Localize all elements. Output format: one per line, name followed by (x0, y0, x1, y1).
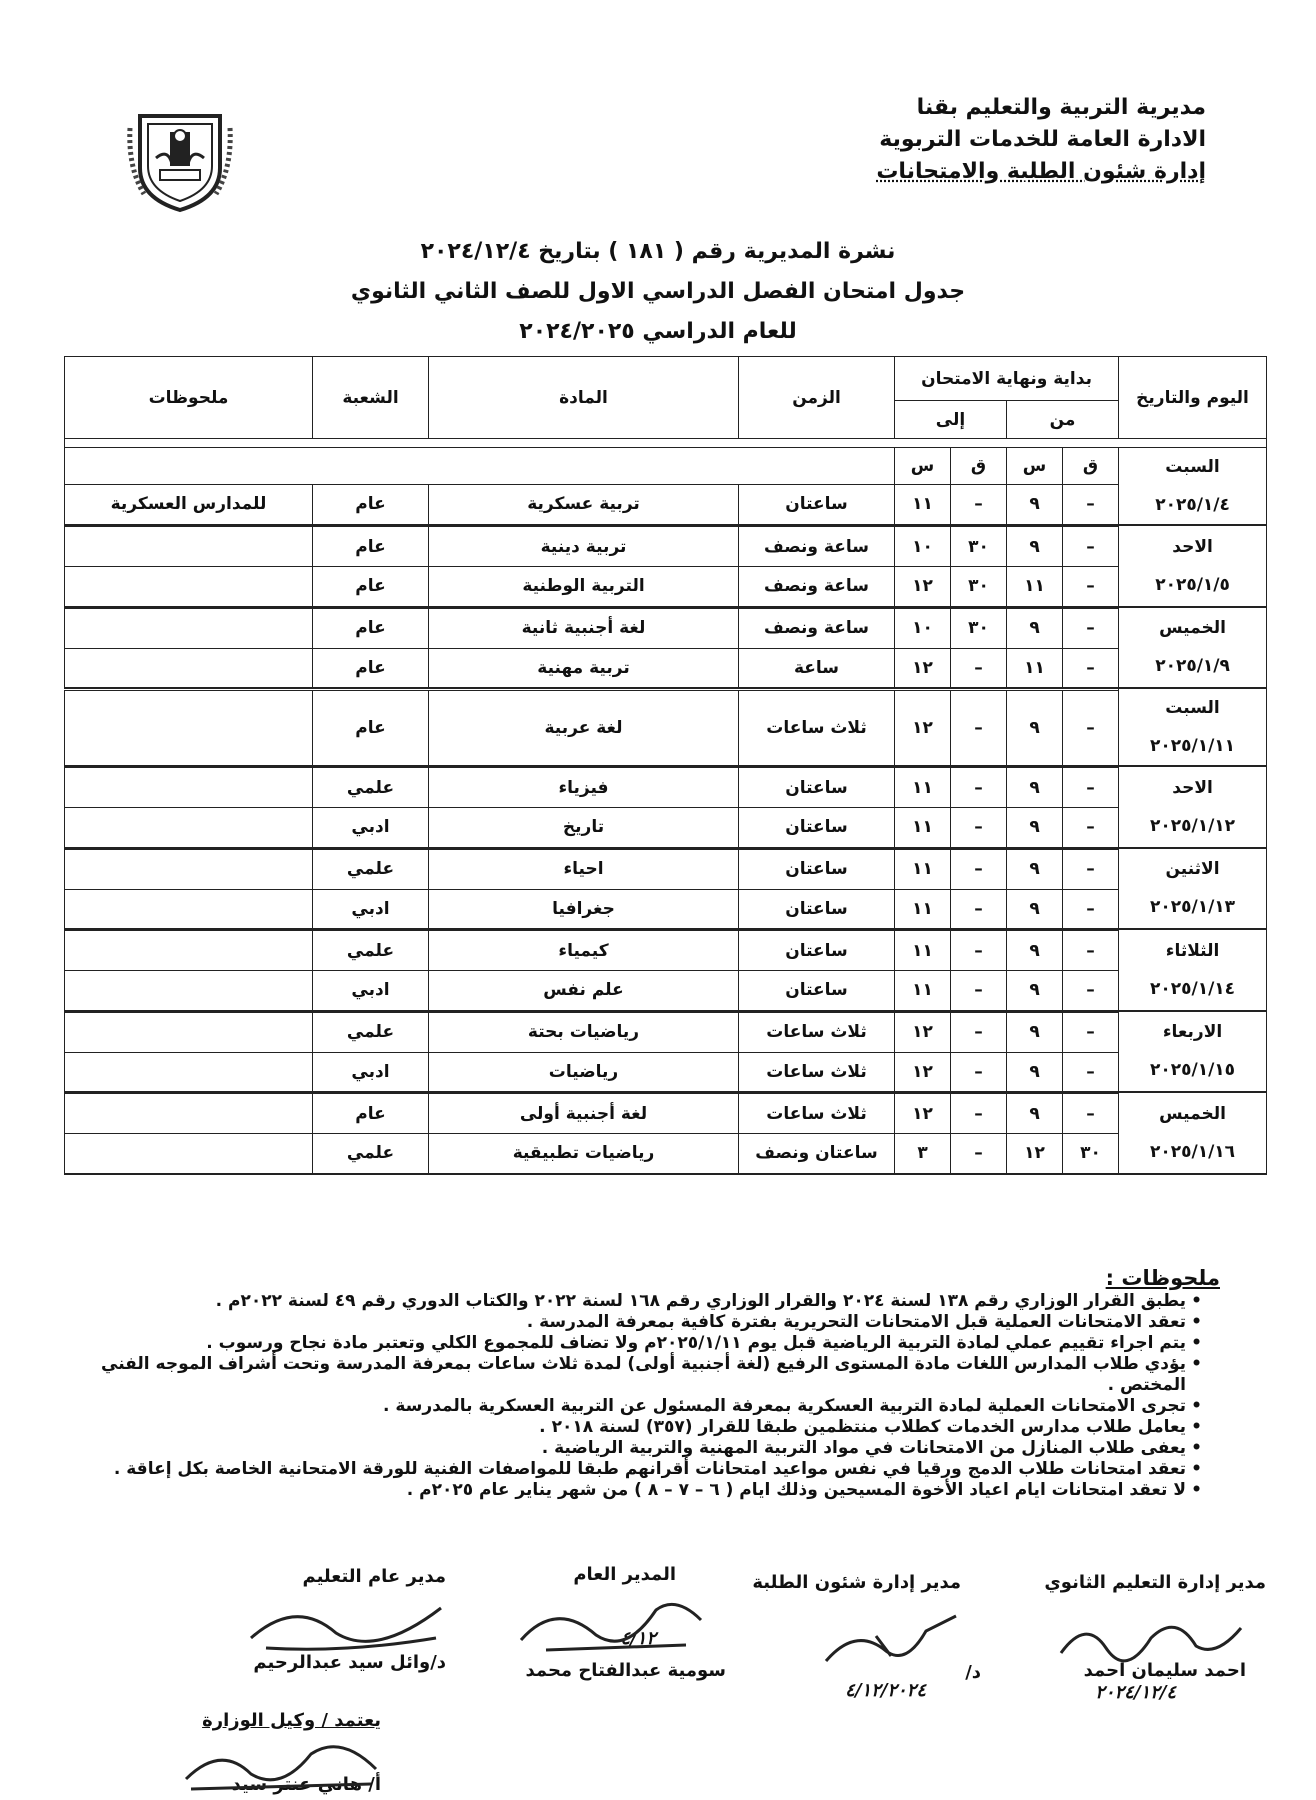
cell-duration: ثلاث ساعات (739, 1052, 895, 1092)
table-row (65, 1012, 1267, 1052)
cell-subject: التربية الوطنية (429, 567, 739, 607)
cell-from-h: ٩ (1007, 808, 1063, 848)
cell-division: عام (313, 691, 429, 766)
day-name: الاربعاء (1162, 1022, 1223, 1043)
header-notes: ملحوظات (65, 357, 313, 439)
cell-from-h: ٩ (1007, 608, 1063, 648)
exam-date: ٢٠٢٥/١/١٥ (1150, 1060, 1236, 1081)
exam-date: ٢٠٢٥/١/١٦ (1150, 1141, 1236, 1162)
cell-to-m: ٣٠ (951, 527, 1007, 567)
cell-duration: ساعتان (739, 484, 895, 525)
table-row (65, 931, 1267, 971)
cell-from-m: – (1063, 971, 1119, 1011)
day-name: الاحد (1172, 777, 1213, 798)
cell-subject: تربية مهنية (429, 648, 739, 688)
cell-note (65, 527, 313, 567)
header-subject: المادة (429, 357, 739, 439)
cell-from-h: ٩ (1007, 1052, 1063, 1092)
cell-division: عام (313, 608, 429, 648)
table-row (65, 484, 1267, 525)
education-director-signature-icon (246, 1598, 446, 1658)
day-date-cell (1119, 848, 1267, 930)
cell-to-m: – (951, 648, 1007, 688)
unit-label-minute: ق (1063, 448, 1119, 485)
cell-to-h: ٣ (895, 1134, 951, 1174)
cell-subject: رياضيات تطبيقية (429, 1134, 739, 1174)
cell-division: ادبي (313, 971, 429, 1011)
cell-to-h: ١٢ (895, 1052, 951, 1092)
handwritten-date-1: ٢٠٢٤/١٢/٤ (1095, 1682, 1176, 1703)
cell-subject: لغة أجنبية ثانية (429, 608, 739, 648)
sig-education-director-title: مدير عام التعليم (302, 1566, 446, 1587)
cell-division: عام (313, 484, 429, 525)
day-name: الثلاثاء (1165, 940, 1220, 961)
cell-note (65, 608, 313, 648)
notes-title: ملحوظات : (1105, 1266, 1220, 1290)
table-row (65, 808, 1267, 848)
cell-from-h: ١٢ (1007, 1134, 1063, 1174)
cell-note (65, 1012, 313, 1052)
sig-secondary-director-title: مدير إدارة التعليم الثانوي (1044, 1572, 1266, 1593)
cell-from-h: ١١ (1007, 648, 1063, 688)
cell-from-h: ٩ (1007, 484, 1063, 525)
cell-from-m: – (1063, 808, 1119, 848)
cell-duration: ساعة ونصف (739, 527, 895, 567)
cell-from-m: – (1063, 1094, 1119, 1134)
year-title: للعام الدراسي ٢٠٢٤/٢٠٢٥ (519, 319, 797, 344)
cell-note (65, 648, 313, 688)
exam-date: ٢٠٢٥/١/١١ (1150, 736, 1236, 756)
cell-note (65, 691, 313, 766)
cell-division: علمي (313, 1012, 429, 1052)
header-line-3: إدارة شئون الطلبة والامتحانات (876, 159, 1206, 184)
day-date-cell (1119, 688, 1267, 766)
cell-to-h: ١٢ (895, 567, 951, 607)
cell-duration: ساعتان (739, 971, 895, 1011)
cell-note (65, 567, 313, 607)
cell-to-m: – (951, 1094, 1007, 1134)
cell-division: علمي (313, 849, 429, 889)
note-item: • لا تعقد امتحانات ايام اعياد الأخوة المسيحين وذلك ايام ( ٦ – ٧ – ٨ ) من شهر يناير عام ٢٠٢٥م . (70, 1480, 1202, 1501)
day-date-cell (1119, 1092, 1267, 1174)
cell-duration: ساعة ونصف (739, 608, 895, 648)
day-date-cell (1119, 525, 1267, 607)
cell-from-m: – (1063, 931, 1119, 971)
cell-division: علمي (313, 768, 429, 808)
table-row (65, 527, 1267, 567)
cell-division: ادبي (313, 889, 429, 929)
table-row (65, 1094, 1267, 1134)
cell-division: ادبي (313, 1052, 429, 1092)
day-date-cell (1119, 448, 1267, 526)
cell-to-m: ٣٠ (951, 567, 1007, 607)
note-item: • يتم اجراء تقييم عملي لمادة التربية الرياضية قبل يوم ٢٠٢٥/١/١١م ولا تضاف للمجموع الكلي وتعتبر مادة نجاح ورسوب . (70, 1333, 1202, 1354)
cell-subject: رياضيات بحتة (429, 1012, 739, 1052)
cell-duration: ساعتان ونصف (739, 1134, 895, 1174)
sig-general-director-name: سومية عبدالفتاح محمد (525, 1660, 726, 1681)
cell-to-m: – (951, 1012, 1007, 1052)
schedule-body (65, 448, 1267, 1174)
exam-date: ٢٠٢٥/١/١٢ (1150, 815, 1236, 836)
cell-duration: ساعتان (739, 931, 895, 971)
note-item: • تعقد الامتحانات العملية قبل الامتحانات التحريرية بفترة كافية بمعرفة المدرسة . (70, 1312, 1202, 1333)
exam-date: ٢٠٢٥/١/٤ (1155, 495, 1230, 515)
cell-to-h: ١٢ (895, 691, 951, 766)
cell-division: عام (313, 567, 429, 607)
cell-note (65, 931, 313, 971)
sig-secondary-director-name: احمد سليمان احمد (1083, 1660, 1246, 1681)
secondary-director-signature-icon (1056, 1608, 1246, 1668)
handwritten-date-2: ٤/١٢/٢٠٢٤ (845, 1680, 926, 1701)
note-item: • تعقد امتحانات طلاب الدمج ورقيا في نفس مواعيد امتحانات أقرانهم طبقا للمواصفات الفنية للورقة الامتحانية الخاصة بكل إعاقة . (70, 1459, 1202, 1480)
cell-from-m: – (1063, 889, 1119, 929)
header-duration: الزمن (739, 357, 895, 439)
exam-date: ٢٠٢٥/١/١٤ (1150, 978, 1236, 999)
cell-to-h: ١١ (895, 849, 951, 889)
cell-duration: ساعة ونصف (739, 567, 895, 607)
cell-to-h: ١١ (895, 768, 951, 808)
cell-to-m: – (951, 484, 1007, 525)
unit-label-hour: س (895, 448, 951, 485)
cell-to-h: ١٢ (895, 1012, 951, 1052)
cell-subject: علم نفس (429, 971, 739, 1011)
day-name: الاثنين (1165, 859, 1220, 880)
note-item: • يعامل طلاب مدارس الخدمات كطلاب منتظمين طبقا للقرار (٣٥٧) لسنة ٢٠١٨ . (70, 1417, 1202, 1438)
cell-duration: ساعة (739, 648, 895, 688)
day-name: السبت (1165, 698, 1220, 718)
students-director-signature-icon (816, 1606, 966, 1676)
unit-label-hour: س (1007, 448, 1063, 485)
table-row (65, 768, 1267, 808)
cell-to-h: ١٢ (895, 1094, 951, 1134)
cell-from-h: ٩ (1007, 889, 1063, 929)
cell-from-m: – (1063, 484, 1119, 525)
cell-subject: تربية دينية (429, 527, 739, 567)
notes-list (70, 1291, 1220, 1501)
ministry-seal-icon (120, 98, 240, 218)
cell-to-h: ١٠ (895, 608, 951, 648)
cell-from-h: ٩ (1007, 931, 1063, 971)
cell-duration: ساعتان (739, 849, 895, 889)
cell-duration: ثلاث ساعات (739, 691, 895, 766)
cell-duration: ساعتان (739, 889, 895, 929)
cell-from-m: – (1063, 608, 1119, 648)
cell-from-h: ١١ (1007, 567, 1063, 607)
cell-division: عام (313, 1094, 429, 1134)
day-name: الخميس (1159, 618, 1226, 639)
cell-from-m: – (1063, 567, 1119, 607)
cell-note (65, 1052, 313, 1092)
cell-to-m: – (951, 889, 1007, 929)
sig-general-director-title: المدير العام (573, 1564, 676, 1585)
titles (0, 232, 1316, 352)
cell-subject: تربية عسكرية (429, 484, 739, 525)
cell-subject: احياء (429, 849, 739, 889)
header-start-end: بداية ونهاية الامتحان (895, 357, 1119, 401)
note-item: • تجرى الامتحانات العملية لمادة التربية العسكرية بمعرفة المسئول عن التربية العسكرية بالمدرسة . (70, 1396, 1202, 1417)
header-day-date: اليوم والتاريخ (1119, 357, 1267, 439)
exam-schedule-table (64, 356, 1267, 1175)
cell-to-m: – (951, 971, 1007, 1011)
general-director-signature-icon (516, 1590, 706, 1660)
cell-from-m: – (1063, 648, 1119, 688)
handwritten-date-3: ٤/١٢ (620, 1628, 656, 1649)
cell-from-m: – (1063, 691, 1119, 766)
day-date-cell (1119, 1011, 1267, 1093)
cell-note (65, 808, 313, 848)
schedule-title: جدول امتحان الفصل الدراسي الاول للصف الثاني الثانوي (350, 279, 966, 304)
cell-from-h: ٩ (1007, 1094, 1063, 1134)
sig-students-director-title: مدير إدارة شئون الطلبة (752, 1572, 961, 1593)
exam-date: ٢٠٢٥/١/١٣ (1150, 897, 1236, 918)
cell-duration: ثلاث ساعات (739, 1012, 895, 1052)
day-date-cell (1119, 929, 1267, 1011)
cell-division: عام (313, 527, 429, 567)
table-row (65, 567, 1267, 607)
day-date-cell (1119, 766, 1267, 848)
table-row (65, 889, 1267, 929)
cell-note (65, 971, 313, 1011)
cell-note (65, 1134, 313, 1174)
header-to: إلى (895, 401, 1007, 439)
cell-from-m: – (1063, 1012, 1119, 1052)
cell-from-h: ٩ (1007, 768, 1063, 808)
cell-from-h: ٩ (1007, 971, 1063, 1011)
day-name: السبت (1165, 457, 1220, 477)
header-block (786, 92, 1206, 188)
cell-from-h: ٩ (1007, 849, 1063, 889)
cell-duration: ثلاث ساعات (739, 1094, 895, 1134)
note-item: • يطبق القرار الوزاري رقم ١٣٨ لسنة ٢٠٢٤ والقرار الوزاري رقم ١٦٨ لسنة ٢٠٢٢ والكتاب الدوري رقم ٤٩ لسنة ٢٠٢٢م . (70, 1291, 1202, 1312)
header-from: من (1007, 401, 1119, 439)
header-line-2: الادارة العامة للخدمات التربوية (879, 127, 1206, 152)
table-row (65, 691, 1267, 766)
cell-from-h: ٩ (1007, 527, 1063, 567)
cell-to-m: – (951, 808, 1007, 848)
cell-note (65, 889, 313, 929)
cell-from-h: ٩ (1007, 691, 1063, 766)
bulletin-title: نشرة المديرية رقم ( ١٨١ ) بتاريخ ٢٠٢٤/١٢/٤ (420, 239, 896, 264)
notes-section (70, 1268, 1220, 1501)
table-row (65, 1052, 1267, 1092)
cell-from-m: – (1063, 849, 1119, 889)
table-row (65, 1134, 1267, 1174)
cell-note: للمدارس العسكرية (65, 484, 313, 525)
cell-from-m: – (1063, 768, 1119, 808)
cell-to-h: ١١ (895, 484, 951, 525)
table-row (65, 849, 1267, 889)
cell-note (65, 768, 313, 808)
cell-from-h: ٩ (1007, 1012, 1063, 1052)
unit-row-filler (65, 448, 895, 485)
note-item: • يؤدي طلاب المدارس اللغات مادة المستوى الرفيع (لغة أجنبية أولى) لمدة ثلاث ساعات بمعرفة المدرسة وتحت أشراف الموجه الفني المختص . (70, 1354, 1202, 1396)
cell-subject: فيزياء (429, 768, 739, 808)
cell-to-h: ١١ (895, 931, 951, 971)
cell-duration: ساعتان (739, 808, 895, 848)
cell-division: عام (313, 648, 429, 688)
note-item: • يعفى طلاب المنازل من الامتحانات في مواد التربية المهنية والتربية الرياضية . (70, 1438, 1202, 1459)
cell-to-m: – (951, 931, 1007, 971)
table-row (65, 648, 1267, 688)
cell-from-m: – (1063, 1052, 1119, 1092)
unit-row (65, 448, 1267, 485)
sig-education-director-name: د/وائل سيد عبدالرحيم (253, 1652, 446, 1673)
exam-date: ٢٠٢٥/١/٥ (1155, 574, 1230, 595)
header-line-1: مديرية التربية والتعليم بقنا (916, 95, 1206, 120)
unit-label-minute: ق (951, 448, 1007, 485)
cell-note (65, 1094, 313, 1134)
cell-subject: رياضيات (429, 1052, 739, 1092)
cell-division: علمي (313, 1134, 429, 1174)
cell-subject: لغة عربية (429, 691, 739, 766)
cell-subject: جغرافيا (429, 889, 739, 929)
cell-from-m: – (1063, 527, 1119, 567)
cell-to-m: – (951, 768, 1007, 808)
cell-to-m: ٣٠ (951, 608, 1007, 648)
cell-division: ادبي (313, 808, 429, 848)
cell-to-m: – (951, 691, 1007, 766)
header-division: الشعبة (313, 357, 429, 439)
cell-to-h: ١١ (895, 889, 951, 929)
cell-to-h: ١٠ (895, 527, 951, 567)
sig-students-director-name: د/ (965, 1662, 981, 1683)
cell-to-h: ١١ (895, 971, 951, 1011)
day-name: الاحد (1172, 536, 1213, 557)
cell-from-m: ٣٠ (1063, 1134, 1119, 1174)
table-row (65, 971, 1267, 1011)
cell-subject: تاريخ (429, 808, 739, 848)
cell-duration: ساعتان (739, 768, 895, 808)
day-name: الخميس (1159, 1103, 1226, 1124)
cell-to-m: – (951, 1134, 1007, 1174)
cell-note (65, 849, 313, 889)
sig-approve-label: يعتمد / وكيل الوزارة (202, 1710, 381, 1731)
cell-to-h: ١١ (895, 808, 951, 848)
sig-undersecretary-name: أ/ هاني عنتر سيد (231, 1774, 381, 1795)
cell-to-m: – (951, 849, 1007, 889)
day-date-cell (1119, 607, 1267, 689)
exam-date: ٢٠٢٥/١/٩ (1155, 656, 1230, 677)
cell-subject: لغة أجنبية أولى (429, 1094, 739, 1134)
undersecretary-signature-icon (181, 1734, 381, 1794)
table-row (65, 608, 1267, 648)
cell-to-h: ١٢ (895, 648, 951, 688)
cell-division: علمي (313, 931, 429, 971)
cell-subject: كيمياء (429, 931, 739, 971)
cell-to-m: – (951, 1052, 1007, 1092)
